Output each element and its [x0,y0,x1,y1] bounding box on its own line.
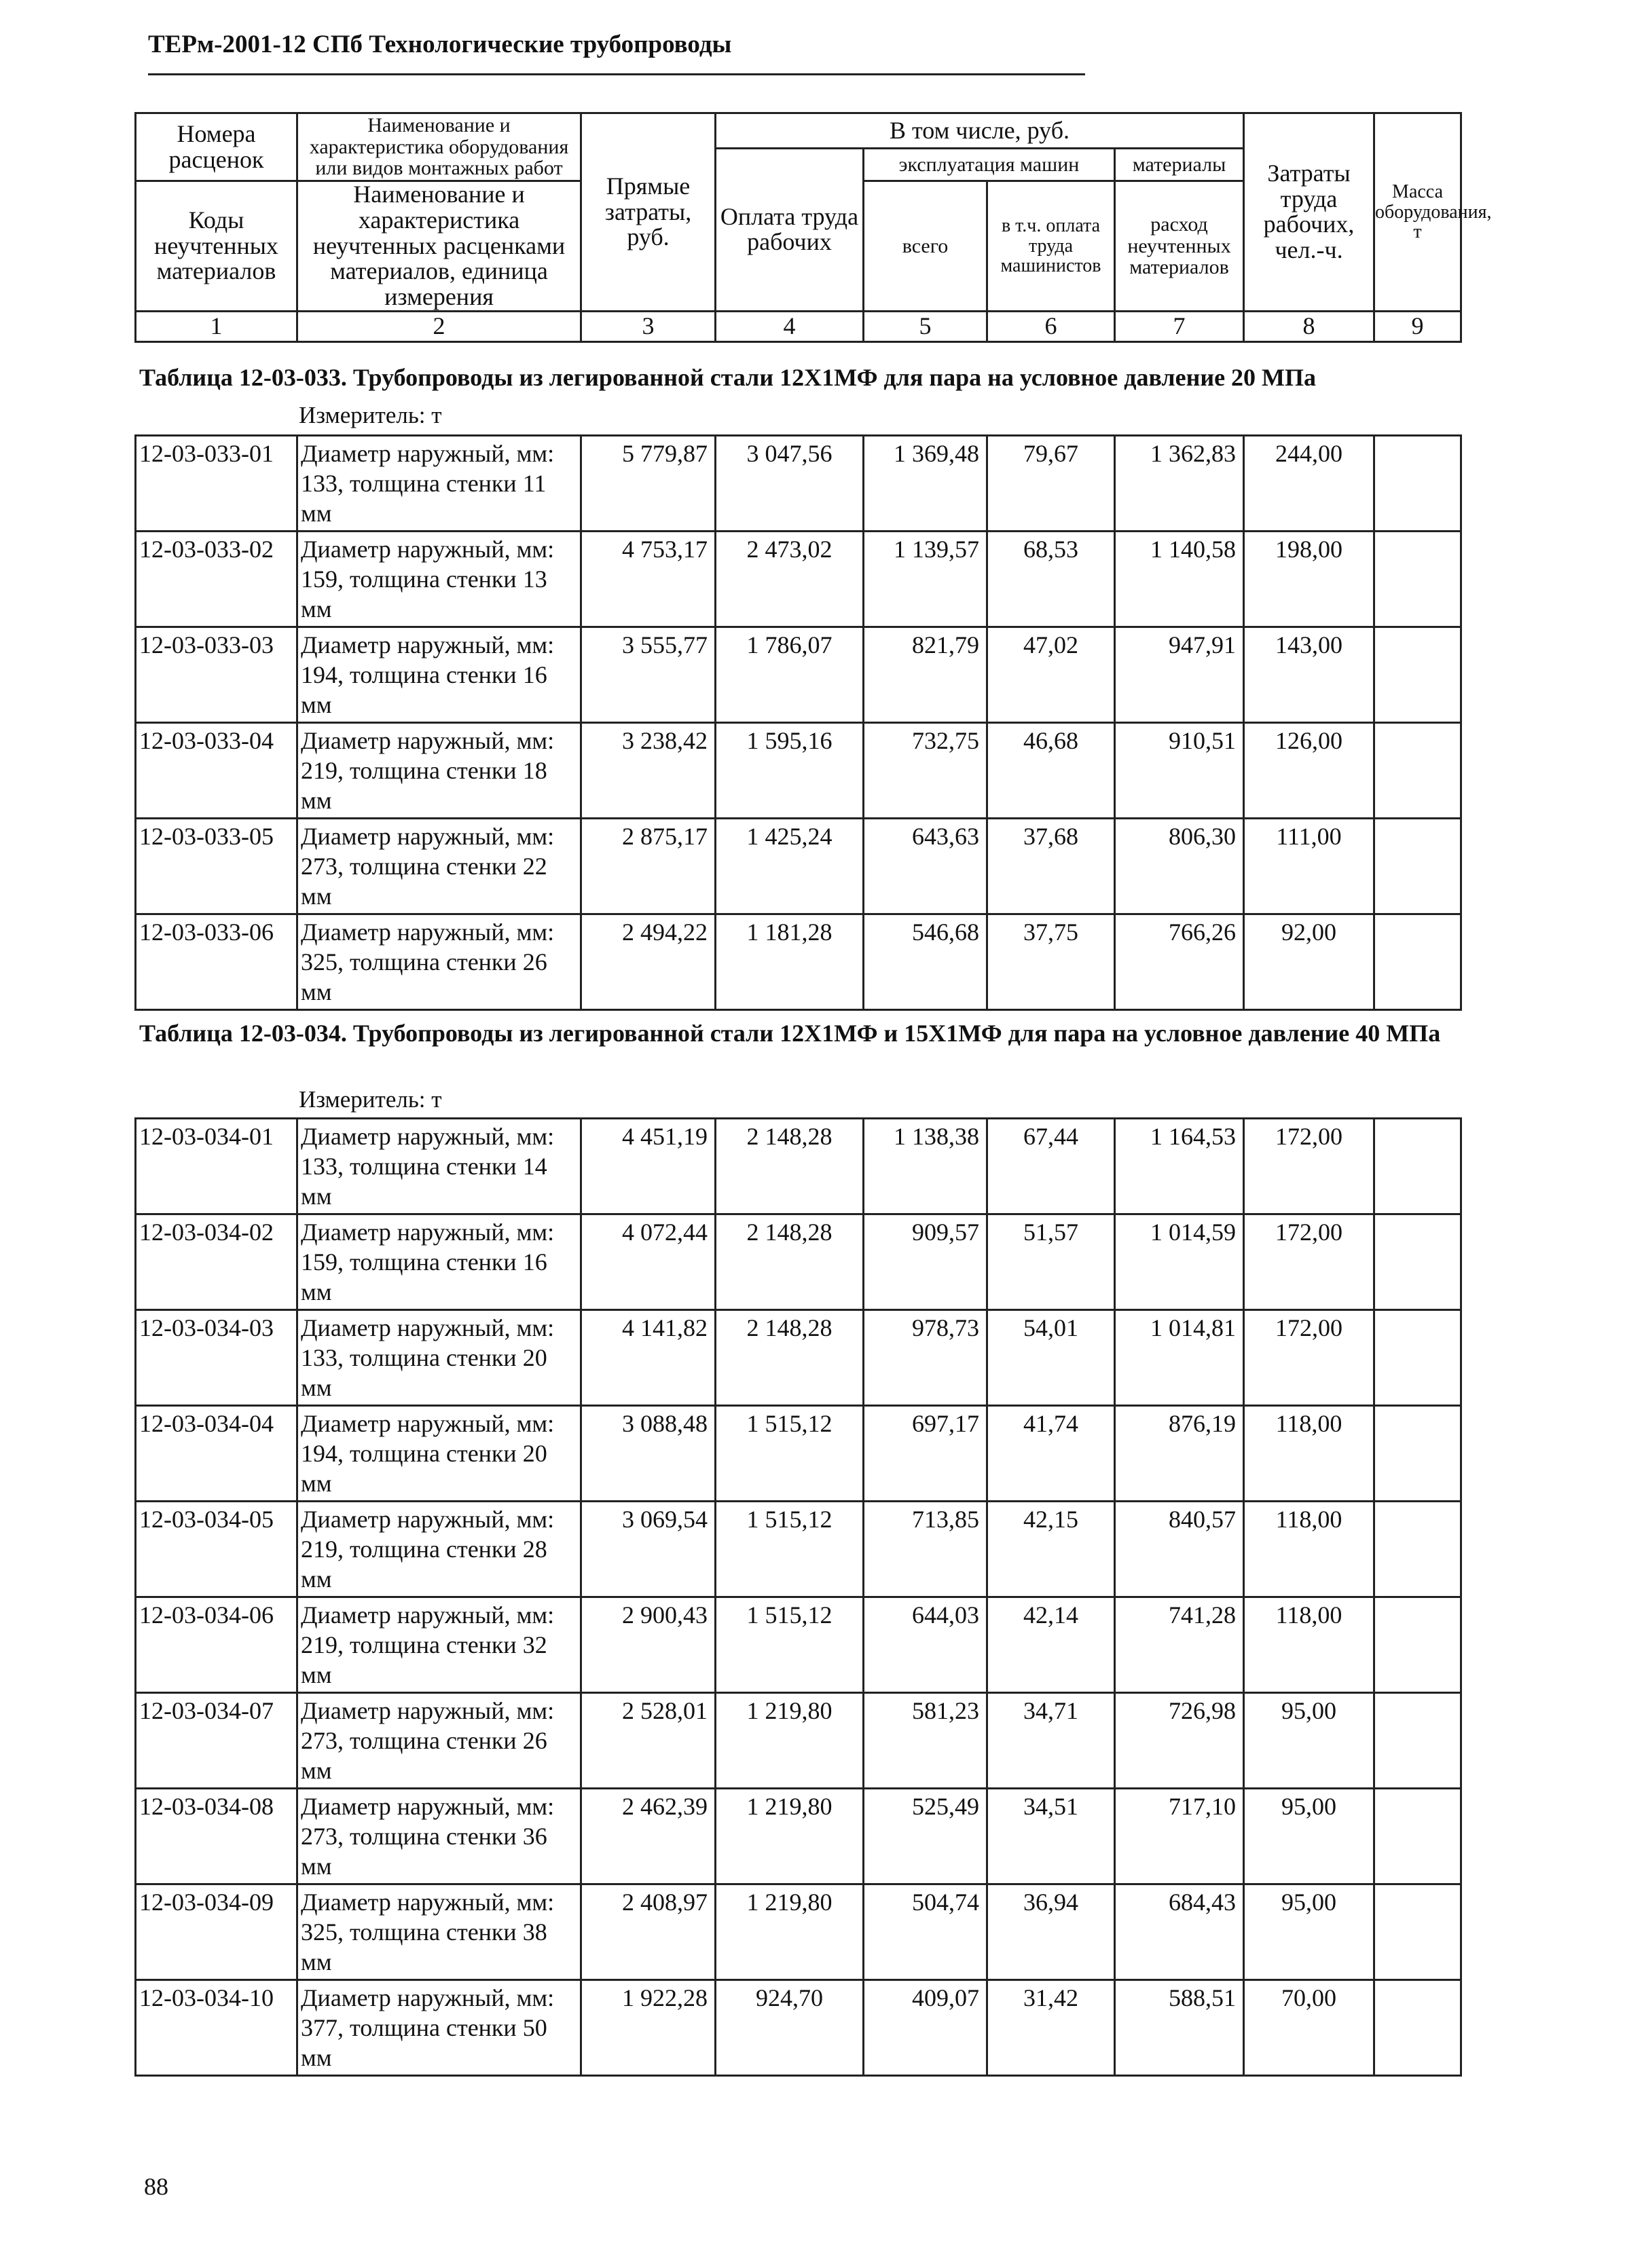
labor-hours-cell: 172,00 [1244,1214,1374,1310]
operator-cost-cell: 51,57 [987,1214,1115,1310]
col-number: 7 [1115,311,1244,341]
direct-cost-cell: 4 141,82 [581,1310,716,1406]
description-cell: Диаметр наружный, мм: 273, толщина стенки 26 мм [297,1693,581,1789]
description-cell: Диаметр наружный, мм: 219, толщина стенки 18 мм [297,723,581,819]
machines-header: эксплуатация машин [864,149,1115,181]
table-row [136,1502,1461,1597]
labor-cost-cell: 1 219,80 [716,1789,864,1884]
description-cell: Диаметр наружный, мм: 159, толщина стенки 13 мм [297,532,581,627]
col-number: 6 [987,311,1115,341]
machine-cost-cell: 697,17 [864,1406,987,1502]
col5-header: всего [864,181,987,312]
direct-cost-cell: 2 900,43 [581,1597,716,1693]
page-number: 88 [144,2173,168,2200]
col8-header: Затраты труда рабочих, чел.-ч. [1244,113,1374,312]
table-row [136,627,1461,723]
equipment-mass-cell [1374,1214,1461,1310]
material-cost-cell: 684,43 [1115,1884,1244,1980]
col-number: 5 [864,311,987,341]
labor-hours-cell: 143,00 [1244,627,1374,723]
machine-cost-cell: 581,23 [864,1693,987,1789]
machine-cost-cell: 1 369,48 [864,436,987,532]
direct-cost-cell: 3 238,42 [581,723,716,819]
rate-code-cell: 12-03-034-01 [136,1119,297,1214]
operator-cost-cell: 37,75 [987,914,1115,1010]
labor-cost-cell: 1 425,24 [716,819,864,914]
labor-hours-cell: 118,00 [1244,1597,1374,1693]
labor-cost-cell: 2 148,28 [716,1310,864,1406]
direct-cost-cell: 5 779,87 [581,436,716,532]
equipment-mass-cell [1374,1119,1461,1214]
table-033-measure: Измеритель: т [299,402,442,428]
rate-code-cell: 12-03-033-03 [136,627,297,723]
operator-cost-cell: 34,51 [987,1789,1115,1884]
table-row [136,532,1461,627]
labor-cost-cell: 1 786,07 [716,627,864,723]
direct-cost-cell: 4 451,19 [581,1119,716,1214]
direct-cost-cell: 2 494,22 [581,914,716,1010]
col3-header: Прямые затраты, руб. [581,113,716,312]
col9-header: Масса оборудования, т [1374,113,1461,312]
material-cost-cell: 1 362,83 [1115,436,1244,532]
direct-cost-cell: 3 069,54 [581,1502,716,1597]
table-row [136,723,1461,819]
equipment-mass-cell [1374,1406,1461,1502]
labor-cost-cell: 1 515,12 [716,1406,864,1502]
col-number: 1 [136,311,297,341]
description-cell: Диаметр наружный, мм: 194, толщина стенки 20 мм [297,1406,581,1502]
description-cell: Диаметр наружный, мм: 133, толщина стенки 11 мм [297,436,581,532]
equipment-mass-cell [1374,723,1461,819]
labor-cost-cell: 1 219,80 [716,1884,864,1980]
rate-code-cell: 12-03-034-08 [136,1789,297,1884]
machine-cost-cell: 1 138,38 [864,1119,987,1214]
labor-hours-cell: 172,00 [1244,1119,1374,1214]
description-cell: Диаметр наружный, мм: 325, толщина стенки 26 мм [297,914,581,1010]
direct-cost-cell: 1 922,28 [581,1980,716,2076]
header-rule [148,73,1085,75]
machine-cost-cell: 978,73 [864,1310,987,1406]
rate-code-cell: 12-03-034-04 [136,1406,297,1502]
equipment-mass-cell [1374,627,1461,723]
description-cell: Диаметр наружный, мм: 194, толщина стенки 16 мм [297,627,581,723]
description-cell: Диаметр наружный, мм: 273, толщина стенки 36 мм [297,1789,581,1884]
operator-cost-cell: 68,53 [987,532,1115,627]
direct-cost-cell: 3 088,48 [581,1406,716,1502]
operator-cost-cell: 42,15 [987,1502,1115,1597]
material-cost-cell: 876,19 [1115,1406,1244,1502]
table-row [136,914,1461,1010]
labor-hours-cell: 95,00 [1244,1693,1374,1789]
col2-top-header: Наименование и характеристика оборудования или видов монтажных работ [297,113,581,181]
material-cost-cell: 1 164,53 [1115,1119,1244,1214]
material-cost-cell: 726,98 [1115,1693,1244,1789]
labor-cost-cell: 1 595,16 [716,723,864,819]
machine-cost-cell: 713,85 [864,1502,987,1597]
material-cost-cell: 766,26 [1115,914,1244,1010]
labor-hours-cell: 70,00 [1244,1980,1374,2076]
rate-code-cell: 12-03-033-05 [136,819,297,914]
col4-header: Оплата труда рабочих [716,149,864,312]
machine-cost-cell: 1 139,57 [864,532,987,627]
labor-hours-cell: 244,00 [1244,436,1374,532]
col-number: 3 [581,311,716,341]
labor-cost-cell: 2 148,28 [716,1214,864,1310]
table-034 [134,1117,1462,2077]
description-cell: Диаметр наружный, мм: 133, толщина стенки 14 мм [297,1119,581,1214]
rate-code-cell: 12-03-033-04 [136,723,297,819]
rate-code-cell: 12-03-034-09 [136,1884,297,1980]
equipment-mass-cell [1374,914,1461,1010]
col1-bottom-header: Коды неучтенных материалов [136,181,297,312]
direct-cost-cell: 4 072,44 [581,1214,716,1310]
labor-cost-cell: 3 047,56 [716,436,864,532]
machine-cost-cell: 821,79 [864,627,987,723]
equipment-mass-cell [1374,819,1461,914]
operator-cost-cell: 37,68 [987,819,1115,914]
table-row [136,1119,1461,1214]
rate-code-cell: 12-03-034-06 [136,1597,297,1693]
operator-cost-cell: 79,67 [987,436,1115,532]
direct-cost-cell: 2 875,17 [581,819,716,914]
equipment-mass-cell [1374,436,1461,532]
machine-cost-cell: 644,03 [864,1597,987,1693]
col2-bottom-header: Наименование и характеристика неучтенных расценками материалов, единица измерения [297,181,581,312]
rate-code-cell: 12-03-034-05 [136,1502,297,1597]
equipment-mass-cell [1374,1693,1461,1789]
machine-cost-cell: 525,49 [864,1789,987,1884]
column-header-table [134,112,1492,343]
table-row [136,1884,1461,1980]
labor-hours-cell: 95,00 [1244,1789,1374,1884]
table-033-title: Таблица 12-03-033. Трубопроводы из легированной стали 12Х1МФ для пара на условное давление 20 МПа [139,364,1317,391]
operator-cost-cell: 36,94 [987,1884,1115,1980]
running-header: ТЕРм-2001-12 СПб Технологические трубопроводы [148,31,732,58]
operator-cost-cell: 47,02 [987,627,1115,723]
table-row [136,436,1461,532]
description-cell: Диаметр наружный, мм: 325, толщина стенки 38 мм [297,1884,581,1980]
machine-cost-cell: 732,75 [864,723,987,819]
description-cell: Диаметр наружный, мм: 377, толщина стенки 50 мм [297,1980,581,2076]
machine-cost-cell: 504,74 [864,1884,987,1980]
machine-cost-cell: 643,63 [864,819,987,914]
material-cost-cell: 947,91 [1115,627,1244,723]
operator-cost-cell: 31,42 [987,1980,1115,2076]
description-cell: Диаметр наружный, мм: 159, толщина стенки 16 мм [297,1214,581,1310]
table-row [136,1214,1461,1310]
direct-cost-cell: 2 462,39 [581,1789,716,1884]
material-cost-cell: 806,30 [1115,819,1244,914]
operator-cost-cell: 54,01 [987,1310,1115,1406]
table-row [136,1693,1461,1789]
material-cost-cell: 741,28 [1115,1597,1244,1693]
table-row [136,1310,1461,1406]
labor-cost-cell: 1 219,80 [716,1693,864,1789]
table-033 [134,434,1462,1011]
direct-cost-cell: 2 408,97 [581,1884,716,1980]
labor-hours-cell: 92,00 [1244,914,1374,1010]
description-cell: Диаметр наружный, мм: 273, толщина стенки 22 мм [297,819,581,914]
direct-cost-cell: 3 555,77 [581,627,716,723]
table-row [136,819,1461,914]
col1-top-header: Номера расценок [136,113,297,181]
rate-code-cell: 12-03-034-07 [136,1693,297,1789]
labor-hours-cell: 198,00 [1244,532,1374,627]
equipment-mass-cell [1374,1884,1461,1980]
material-cost-cell: 910,51 [1115,723,1244,819]
labor-cost-cell: 1 515,12 [716,1502,864,1597]
col-number: 4 [716,311,864,341]
materials-header: материалы [1115,149,1244,181]
labor-hours-cell: 111,00 [1244,819,1374,914]
labor-hours-cell: 172,00 [1244,1310,1374,1406]
table-034-title: Таблица 12-03-034. Трубопроводы из легированной стали 12Х1МФ и 15Х1МФ для пара на условное давление 40 МПа [139,1020,1441,1047]
operator-cost-cell: 67,44 [987,1119,1115,1214]
machine-cost-cell: 546,68 [864,914,987,1010]
equipment-mass-cell [1374,532,1461,627]
machine-cost-cell: 909,57 [864,1214,987,1310]
labor-cost-cell: 924,70 [716,1980,864,2076]
rate-code-cell: 12-03-033-02 [136,532,297,627]
rate-code-cell: 12-03-033-01 [136,436,297,532]
col-number: 2 [297,311,581,341]
material-cost-cell: 1 014,59 [1115,1214,1244,1310]
rate-code-cell: 12-03-034-10 [136,1980,297,2076]
table-row [136,1406,1461,1502]
labor-cost-cell: 2 148,28 [716,1119,864,1214]
material-cost-cell: 1 014,81 [1115,1310,1244,1406]
material-cost-cell: 1 140,58 [1115,532,1244,627]
equipment-mass-cell [1374,1980,1461,2076]
rate-code-cell: 12-03-033-06 [136,914,297,1010]
equipment-mass-cell [1374,1310,1461,1406]
labor-hours-cell: 118,00 [1244,1406,1374,1502]
material-cost-cell: 840,57 [1115,1502,1244,1597]
direct-cost-cell: 4 753,17 [581,532,716,627]
direct-cost-cell: 2 528,01 [581,1693,716,1789]
description-cell: Диаметр наружный, мм: 219, толщина стенки 28 мм [297,1502,581,1597]
labor-hours-cell: 126,00 [1244,723,1374,819]
rate-code-cell: 12-03-034-02 [136,1214,297,1310]
operator-cost-cell: 46,68 [987,723,1115,819]
description-cell: Диаметр наружный, мм: 219, толщина стенки 32 мм [297,1597,581,1693]
equipment-mass-cell [1374,1597,1461,1693]
rate-code-cell: 12-03-034-03 [136,1310,297,1406]
material-cost-cell: 588,51 [1115,1980,1244,2076]
col6-header: в т.ч. оплата труда машинистов [987,181,1115,312]
machine-cost-cell: 409,07 [864,1980,987,2076]
operator-cost-cell: 34,71 [987,1693,1115,1789]
equipment-mass-cell [1374,1502,1461,1597]
table-row [136,1980,1461,2076]
group-header: В том числе, руб. [716,113,1244,149]
operator-cost-cell: 41,74 [987,1406,1115,1502]
table-row [136,1597,1461,1693]
labor-cost-cell: 2 473,02 [716,532,864,627]
description-cell: Диаметр наружный, мм: 133, толщина стенки 20 мм [297,1310,581,1406]
col-number: 8 [1244,311,1374,341]
material-cost-cell: 717,10 [1115,1789,1244,1884]
labor-cost-cell: 1 515,12 [716,1597,864,1693]
labor-hours-cell: 118,00 [1244,1502,1374,1597]
operator-cost-cell: 42,14 [987,1597,1115,1693]
labor-cost-cell: 1 181,28 [716,914,864,1010]
labor-hours-cell: 95,00 [1244,1884,1374,1980]
col7-header: расход неучтенных материалов [1115,181,1244,312]
table-row [136,1789,1461,1884]
equipment-mass-cell [1374,1789,1461,1884]
col-number: 9 [1374,311,1461,341]
table-034-measure: Измеритель: т [299,1086,442,1113]
